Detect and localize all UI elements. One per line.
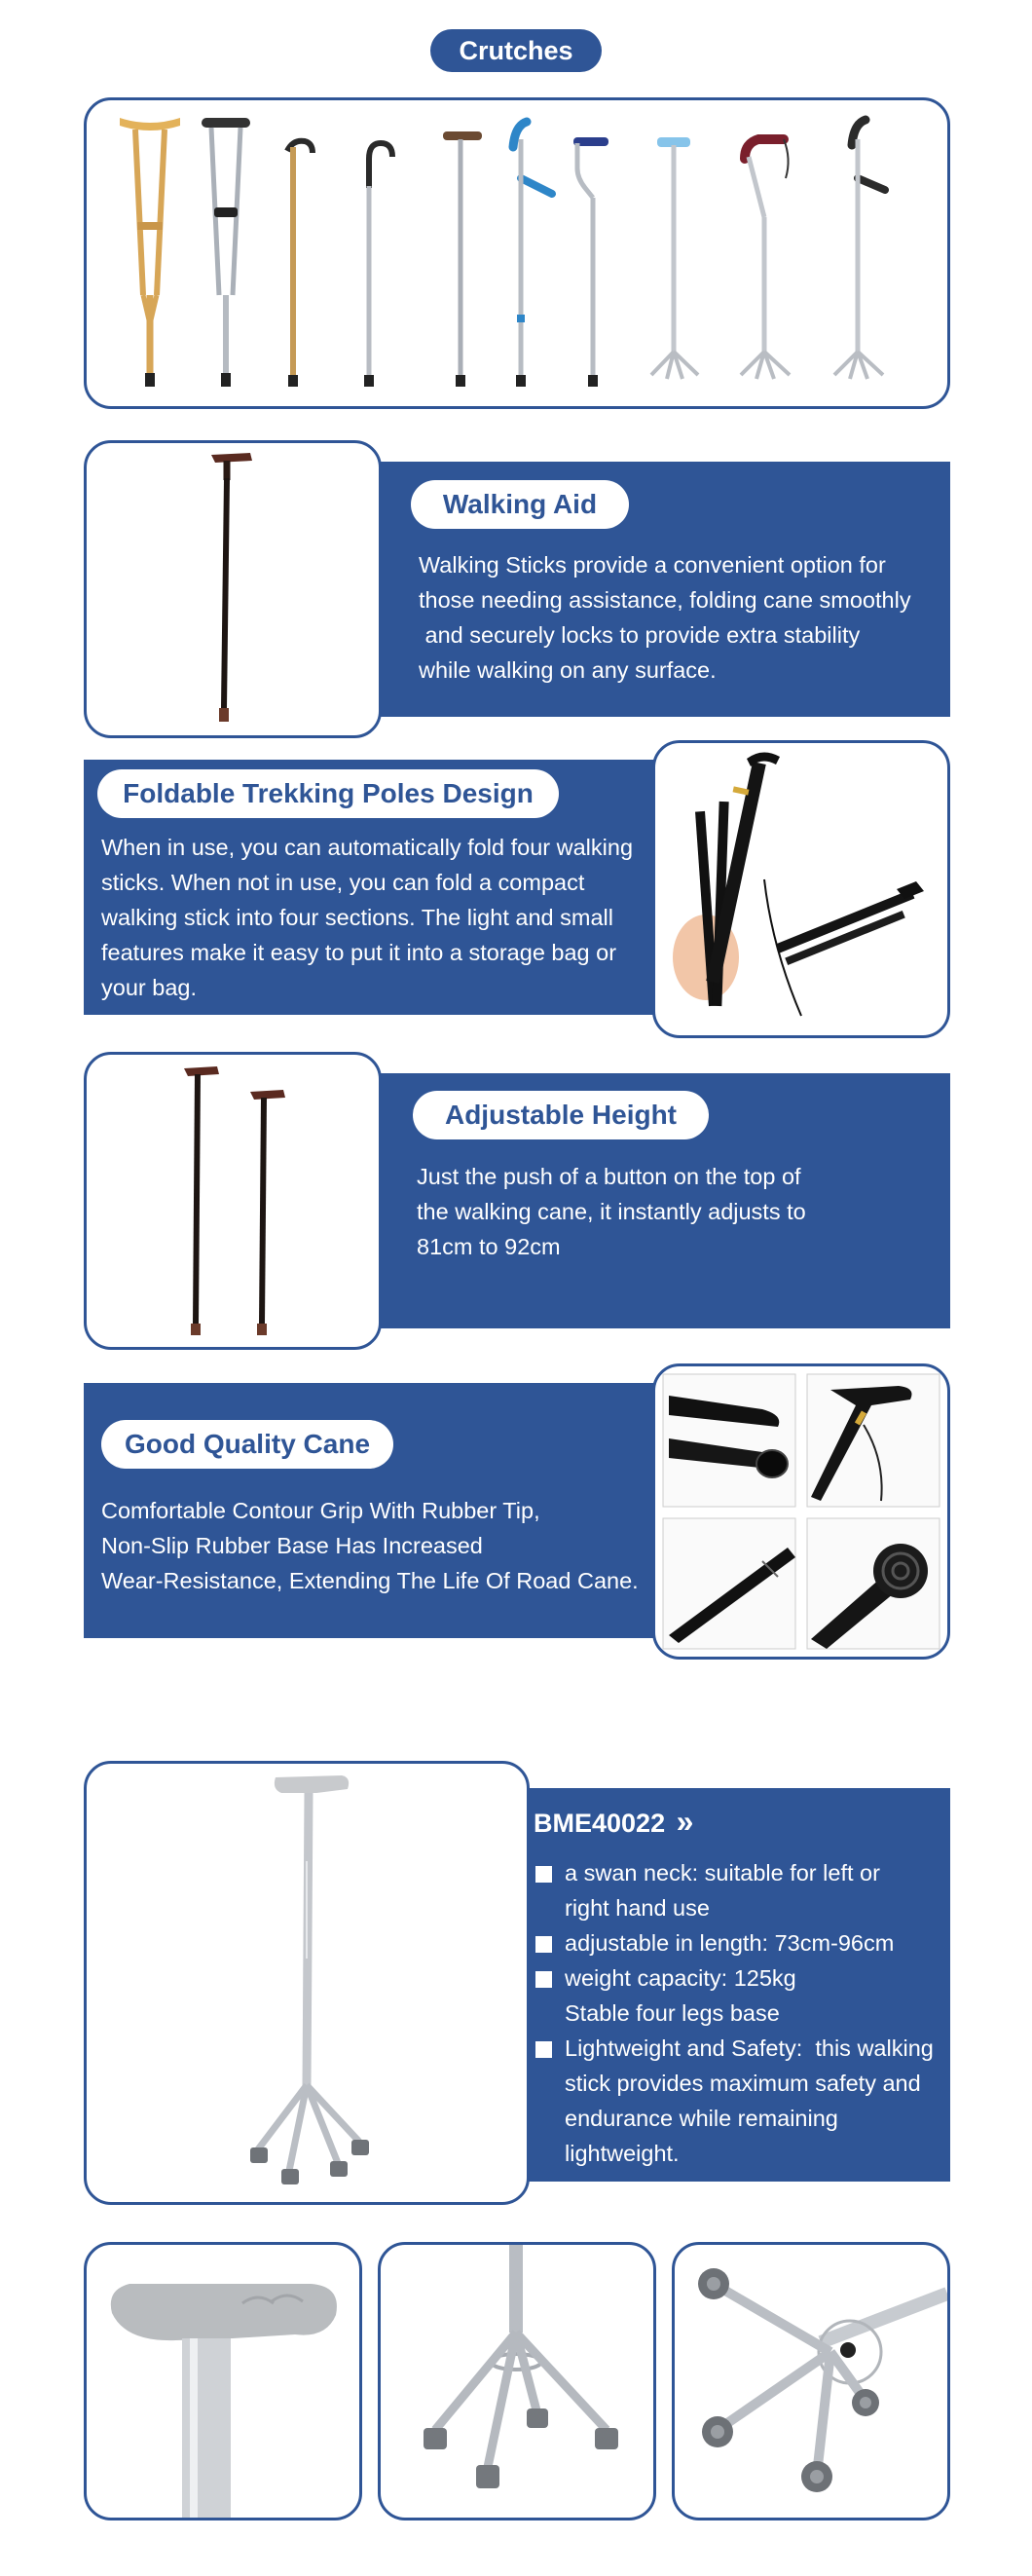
feature-item [534,1855,934,1890]
bullet-square-icon [535,1936,552,1953]
quad-base-drawing [381,2245,653,2518]
feature-item [534,2101,934,2136]
page-title: Crutches [430,29,602,72]
base-detail-image [672,2242,950,2520]
quad-cane-image [84,1761,530,2205]
feature-item [534,2066,934,2101]
foldable-line: your bag. [101,975,197,1000]
quad-cane-drawing [87,1764,527,2202]
product-feature-list [534,1855,934,2171]
folding-cane-image [84,440,382,738]
product-model [534,1804,693,1840]
walking-aid-line: those needing assistance, folding cane smoothly [419,587,911,613]
feature-text: right hand use [565,1895,710,1921]
offset-cane-icon [573,137,608,387]
black-cane-drawing [87,443,379,735]
crutch-lineup-image [84,97,950,409]
grip-drawing [87,2245,359,2518]
foldable-line: sticks. When not in use, you can fold a compact [101,870,585,895]
feature-text: weight capacity: 125kg [565,1965,796,1991]
foldable-heading: Foldable Trekking Poles Design [97,769,559,818]
walking-aid-line: while walking on any surface. [419,657,717,683]
foldable-line: When in use, you can automatically fold four walking [101,835,634,860]
feature-item [534,1890,934,1925]
walking-aid-line: and securely locks to provide extra stability [419,622,861,648]
walking-aid-text [419,547,911,688]
grip-closeup-image [84,2242,362,2520]
cane-detail-grid-image [652,1363,950,1660]
adjustable-line: Just the push of a button on the top of [417,1164,801,1189]
product-model-label: BME40022 [534,1809,666,1838]
quad-cane-burgundy-icon [741,139,790,379]
t-handle-cane-icon [443,131,482,387]
walking-aid-heading: Walking Aid [411,480,629,529]
adjustable-text [417,1159,806,1264]
adjustable-line: 81cm to 92cm [417,1234,561,1259]
two-canes-image [84,1052,382,1350]
quad-base-image [378,2242,656,2520]
quality-line: Comfortable Contour Grip With Rubber Tip, [101,1498,540,1523]
two-canes-drawing [87,1055,379,1347]
quad-forearm-crutch-icon [834,120,885,379]
feature-item [534,1996,934,2031]
feature-text: Stable four legs base [565,2000,780,2026]
feature-text: lightweight. [565,2141,680,2166]
adjustable-line: the walking cane, it instantly adjusts to [417,1199,806,1224]
quality-heading: Good Quality Cane [101,1420,393,1469]
feature-item [534,1925,934,1960]
quality-line: Non-Slip Rubber Base Has Increased [101,1533,483,1558]
feature-text: stick provides maximum safety and [565,2071,921,2096]
base-detail-drawing [675,2245,947,2518]
feature-text: endurance while remaining [565,2106,838,2131]
feature-item [534,2136,934,2171]
crutch-lineup-drawing [87,100,947,406]
bullet-square-icon [535,1866,552,1883]
feature-item [534,2031,934,2066]
foldable-line: walking stick into four sections. The light and small [101,905,613,930]
feature-text: Lightweight and Safety: this walking [565,2035,934,2061]
folded-cane-drawing [655,743,947,1035]
quality-line: Wear-Resistance, Extending The Life Of Road Cane. [101,1568,639,1593]
foldable-text [101,830,633,1005]
gold-cane-icon [287,141,313,387]
quality-text [101,1493,639,1598]
adjustable-heading: Adjustable Height [413,1091,709,1139]
wooden-crutch-icon [120,118,180,387]
feature-text: adjustable in length: 73cm-96cm [565,1930,895,1956]
aluminium-crutch-icon [202,118,250,387]
quad-cane-light-blue-icon [651,137,698,379]
foldable-line: features make it easy to put it into a storage bag or [101,940,617,965]
walking-aid-line: Walking Sticks provide a convenient option for [419,552,886,578]
forearm-crutch-icon [513,122,552,387]
crook-cane-icon [364,143,392,387]
feature-text: a swan neck: suitable for left or [565,1860,880,1885]
folded-cane-in-hand-image [652,740,950,1038]
feature-item [534,1960,934,1996]
detail-grid-drawing [655,1366,947,1657]
double-chevron-icon: » [676,1804,694,1839]
bullet-square-icon [535,2041,552,2058]
bullet-square-icon [535,1971,552,1988]
